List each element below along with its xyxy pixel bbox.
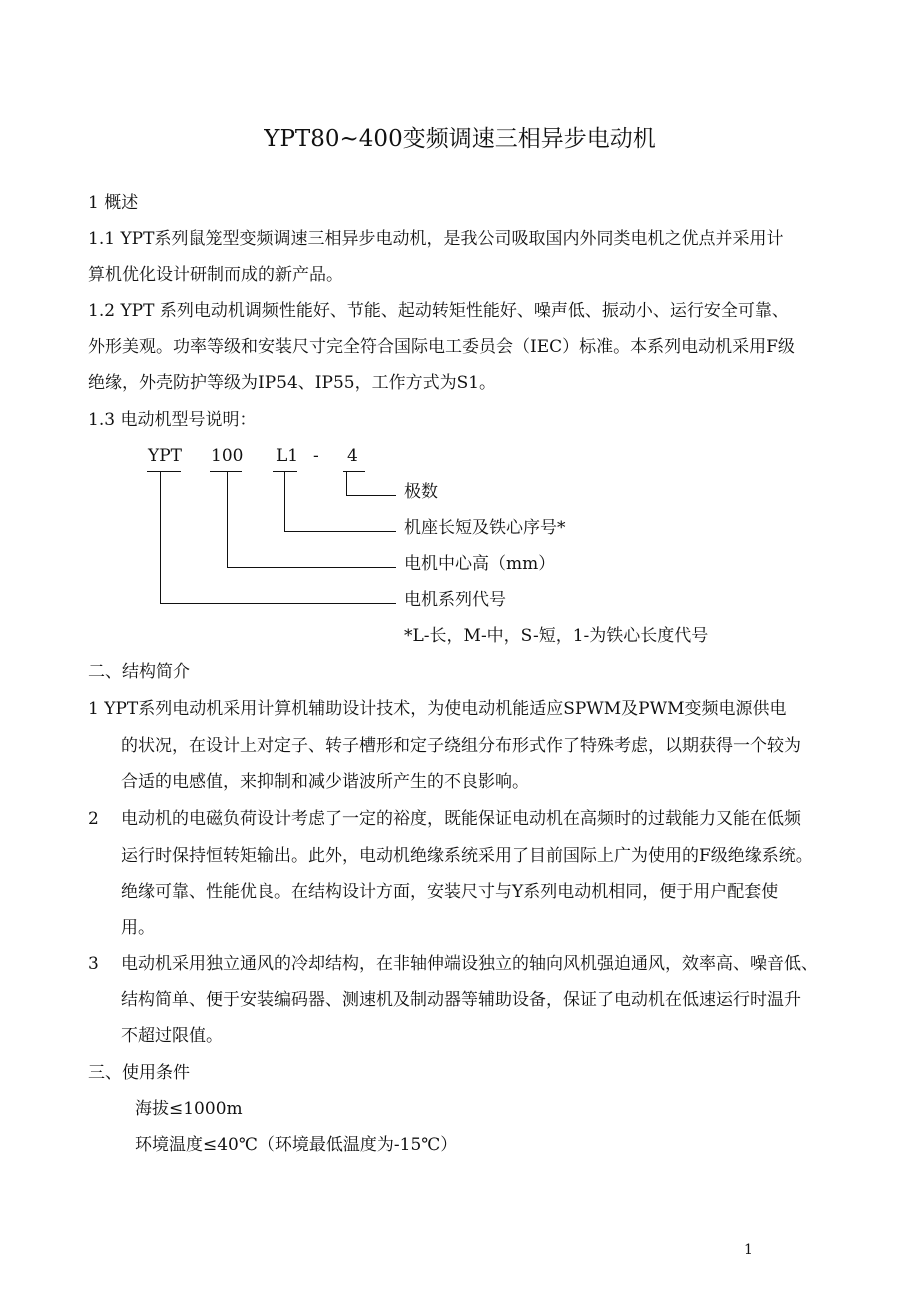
model-note: *L-长，M-中，S-短，1-为铁心长度代号 [404,626,709,646]
item-3-line-1: 电动机采用独立通风的冷却结构，在非轴伸端设独立的轴向风机强迫通风，效率高、噪音低、 [121,954,818,974]
section-2-heading: 二、结构简介 [88,662,190,682]
section-3-heading: 三、使用条件 [88,1063,190,1083]
item-1-line-3: 合适的电感值，来抑制和减少谐波所产生的不良影响。 [121,772,529,792]
para-1-1-line-1: 1.1 YPT系列鼠笼型变频调速三相异步电动机，是我公司吸取国内外同类电机之优点并采用计 [88,229,784,249]
item-2-line-4: 用。 [121,918,155,938]
label-poles: 极数 [404,482,438,502]
item-2-number: 2 [88,809,99,829]
label-series: 电机系列代号 [404,590,506,610]
overline-series [147,471,181,472]
para-1-2-line-1: 1.2 YPT 系列电动机调频性能好、节能、起动转矩性能好、噪声低、振动小、运行安全可靠、 [88,301,789,321]
item-3-number: 3 [88,954,99,974]
connector-frame-h [284,531,396,532]
page-title: YPT80~400变频调速三相异步电动机 [264,126,656,152]
page-number: 1 [744,1242,753,1258]
para-1-3: 1.3 电动机型号说明： [88,410,257,430]
condition-altitude: 海拔≤1000m [135,1099,243,1119]
item-1-line-1: 1 YPT系列电动机采用计算机辅助设计技术，为使电动机能适应SPWM及PWM变频电源供电 [88,699,787,719]
model-part-poles: 4 [347,446,358,466]
para-1-1-line-2: 算机优化设计研制而成的新产品。 [88,265,343,285]
item-2-line-1: 电动机的电磁负荷设计考虑了一定的裕度，既能保证电动机在高频时的过载能力又能在低频 [121,809,801,829]
para-1-2-line-3: 绝缘，外壳防护等级为IP54、IP55，工作方式为S1。 [88,373,497,393]
item-2-line-3: 绝缘可靠、性能优良。在结构设计方面，安装尺寸与Y系列电动机相同，便于用户配套使 [121,882,779,902]
connector-height-h [227,567,396,568]
item-3-line-2: 结构简单、便于安装编码器、测速机及制动器等辅助设备，保证了电动机在低速运行时温升 [121,990,801,1010]
model-part-series: YPT [148,446,182,466]
overline-frame [273,471,297,472]
item-3-line-3: 不超过限值。 [121,1026,223,1046]
item-2-line-2: 运行时保持恒转矩输出。此外，电动机绝缘系统采用了目前国际上广为使用的F级绝缘系统。 [121,846,813,866]
connector-frame-v [284,472,285,532]
model-part-dash: - [313,446,319,466]
overline-height [210,471,242,472]
model-part-height: 100 [211,446,244,466]
label-frame: 机座长短及铁心序号* [404,518,566,538]
model-part-frame: L1 [276,446,299,466]
condition-temperature: 环境温度≤40℃（环境最低温度为-15℃） [135,1135,458,1155]
label-height: 电机中心高（mm） [404,554,556,574]
connector-poles-v [346,472,347,496]
section-1-heading: 1 概述 [88,193,139,213]
item-1-line-2: 的状况，在设计上对定子、转子槽形和定子绕组分布形式作了特殊考虑，以期获得一个较为 [121,736,801,756]
connector-series-v [160,472,161,604]
connector-height-v [227,472,228,568]
para-1-2-line-2: 外形美观。功率等级和安装尺寸完全符合国际电工委员会（IEC）标准。本系列电动机采用F级 [88,337,795,357]
connector-series-h [160,603,396,604]
connector-poles-h [346,495,396,496]
